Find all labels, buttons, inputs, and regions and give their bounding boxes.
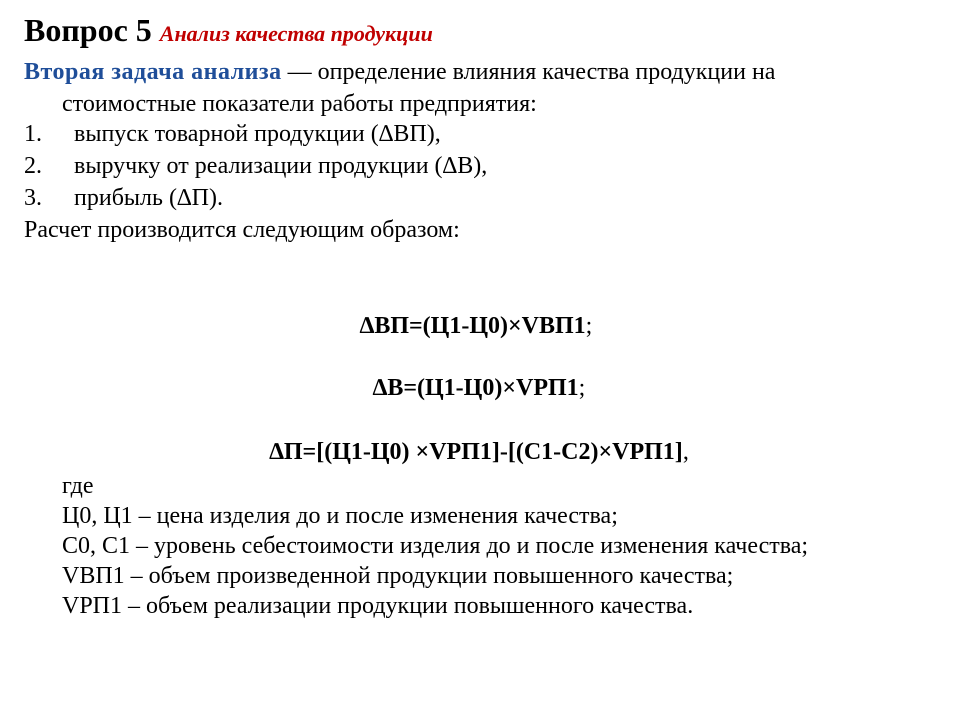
legend-line-sold-volume: VРП1 – объем реализации продукции повышенного качества.: [62, 593, 694, 619]
list-item-number: 2.: [24, 153, 42, 179]
intro-paragraph: [24, 56, 926, 120]
list-item-text: прибыль (∆П).: [74, 185, 223, 211]
formula-expression: ∆П=[(Ц1-Ц0) ×VРП1]-[(С1-С2)×VРП1]: [269, 439, 683, 465]
list-item: [24, 182, 487, 214]
list-item-text: выручку от реализации продукции (∆В),: [74, 153, 488, 179]
intro-lead: Вторая задача анализа: [24, 59, 282, 85]
list-item: [24, 150, 487, 182]
formula-expression: ∆В=(Ц1-Ц0)×VРП1: [372, 375, 579, 401]
list-item: [24, 118, 487, 150]
legend-line-cost: С0, С1 – уровень себестоимости изделия до и после изменения качества;: [62, 533, 809, 559]
list-item-text: выпуск товарной продукции (∆ВП),: [74, 121, 441, 147]
formula-separator: ,: [682, 439, 689, 465]
title-main: Вопрос 5: [24, 12, 152, 48]
calculation-intro: Расчет производится следующим образом:: [24, 217, 460, 243]
formula-separator: ;: [578, 375, 586, 401]
intro-dash-text: — определение влияния качества продукции на: [281, 59, 776, 85]
formula-delta-v: [0, 372, 959, 404]
title-subtitle: Анализ качества продукции: [159, 21, 433, 46]
formula-expression: ∆ВП=(Ц1-Ц0)×VВП1: [359, 313, 586, 339]
formula-delta-vp: [0, 310, 956, 342]
list-item-number: 3.: [24, 185, 42, 211]
intro-continuation: стоимостные показатели работы предприятия:: [62, 91, 537, 117]
legend-where: где: [62, 473, 94, 499]
list-item-number: 1.: [24, 121, 42, 147]
formula-delta-p: [0, 436, 959, 468]
slide-title: [24, 12, 433, 49]
variable-legend: [62, 471, 808, 621]
indicator-list: [24, 118, 487, 214]
formula-separator: ;: [585, 313, 593, 339]
legend-line-price: Ц0, Ц1 – цена изделия до и после изменения качества;: [62, 503, 618, 529]
legend-line-produced-volume: VВП1 – объем произведенной продукции повышенного качества;: [62, 563, 734, 589]
